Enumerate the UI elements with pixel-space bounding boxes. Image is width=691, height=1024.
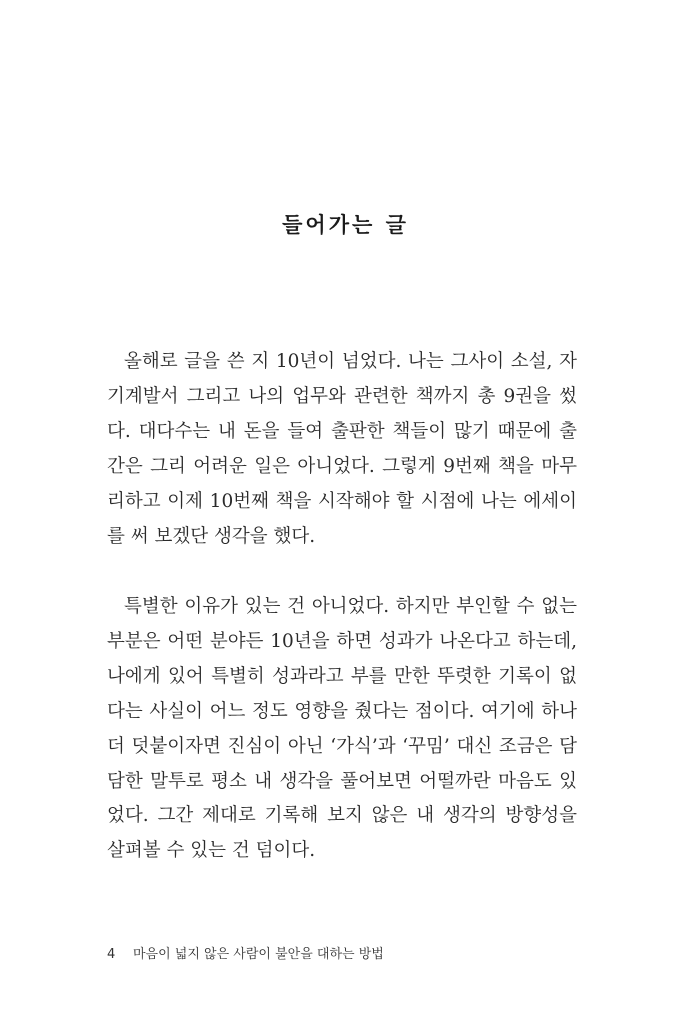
text-line: 다. 대다수는 내 돈을 들여 출판한 책들이 많기 때문에 출 (107, 420, 577, 442)
text-line: 담한 말투로 평소 내 생각을 풀어보면 어떨까란 마음도 있 (107, 770, 577, 792)
text-line: 간은 그리 어려운 일은 아니었다. 그렇게 9번째 책을 마무 (107, 455, 577, 477)
page-number: 4 (107, 947, 116, 962)
text-line: 특별한 이유가 있는 건 아니었다. 하지만 부인할 수 없는 (124, 596, 577, 617)
text-line: 부분은 어떤 분야든 10년을 하면 성과가 나온다고 하는데, (107, 630, 577, 652)
chapter-title: 들어가는 글 (282, 213, 409, 238)
text-line: 살펴볼 수 있는 건 덤이다. (107, 840, 316, 862)
text-line: 리하고 이제 10번째 책을 시작해야 할 시점에 나는 에세이 (107, 490, 577, 512)
text-line: 었다. 그간 제대로 기록해 보지 않은 내 생각의 방향성을 (107, 805, 577, 827)
text-line: 다는 사실이 어느 정도 영향을 줬다는 점이다. 여기에 하나 (107, 700, 577, 722)
text-line: 기계발서 그리고 나의 업무와 관련한 책까지 총 9권을 썼 (107, 385, 577, 407)
text-line: 나에게 있어 특별히 성과라고 부를 만한 뚜렷한 기록이 없 (107, 665, 577, 687)
text-line: 더 덧붙이자면 진심이 아닌 ‘가식’과 ‘꾸밈’ 대신 조금은 담 (107, 735, 577, 757)
paragraph-2 (107, 590, 577, 869)
running-book-title: 마음이 넓지 않은 사람이 불안을 대하는 방법 (133, 947, 384, 962)
text-line: 를 써 보겠단 생각을 했다. (107, 525, 316, 547)
text-line: 올해로 글을 쓴 지 10년이 넘었다. 나는 그사이 소설, 자 (124, 351, 577, 372)
page-footer (107, 945, 384, 965)
paragraph-1 (107, 345, 577, 554)
